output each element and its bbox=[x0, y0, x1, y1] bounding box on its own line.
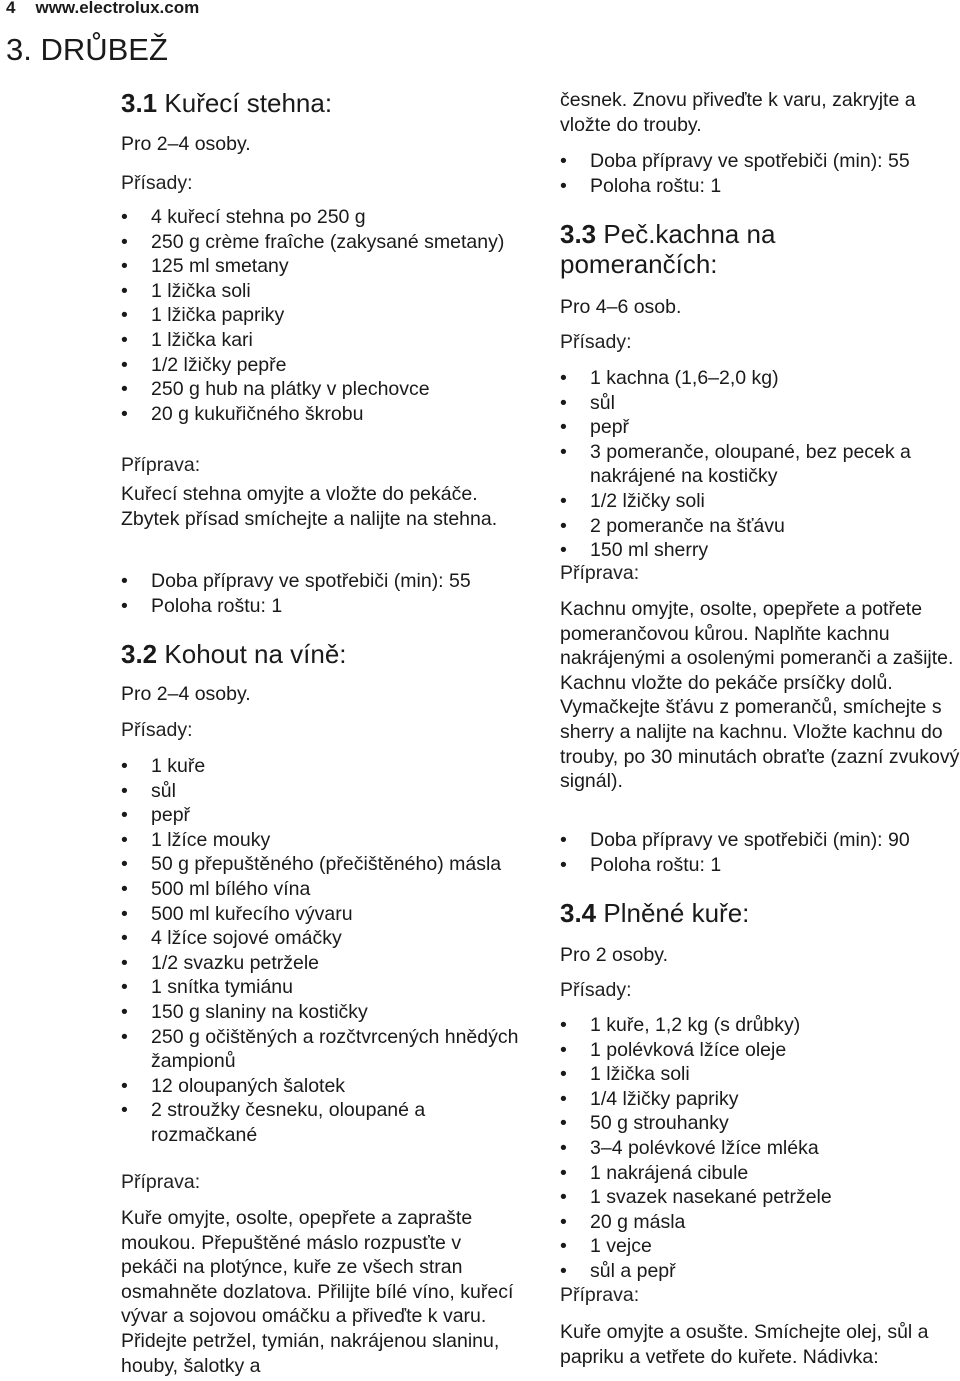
list-item: • 1 kachna (1,6–2,0 kg) bbox=[560, 366, 960, 391]
section-3-3-prep-label: Příprava: bbox=[560, 562, 640, 584]
section-3-1-title: 3.1 Kuřecí stehna: bbox=[121, 88, 333, 118]
list-item: • 20 g kukuřičného škrobu bbox=[121, 402, 521, 427]
list-item: • pepř bbox=[560, 415, 960, 440]
list-item: • 2 pomeranče na šťávu bbox=[560, 514, 960, 539]
list-item: • Poloha roštu: 1 bbox=[560, 174, 960, 199]
list-item: • Poloha roštu: 1 bbox=[121, 594, 521, 619]
section-3-2-prep-continued: česnek. Znovu přiveďte k varu, zakryjte a vložte do trouby. bbox=[560, 89, 916, 136]
list-item: • 1 lžička kari bbox=[121, 328, 521, 353]
section-3-4-ingredients-label: Přísady: bbox=[560, 979, 632, 1001]
list-item: • 50 g přepuštěného (přečištěného) másla bbox=[121, 852, 521, 877]
section-3-4-ingredients bbox=[560, 1013, 960, 1284]
list-item: • 500 ml kuřecího vývaru bbox=[121, 902, 521, 927]
list-item: • 1 lžíce mouky bbox=[121, 828, 521, 853]
list-item: • 1 lžička soli bbox=[121, 279, 521, 304]
list-item: • 125 ml smetany bbox=[121, 254, 521, 279]
list-item: • 1/2 lžičky pepře bbox=[121, 353, 521, 378]
list-item: • 1 kuře bbox=[121, 754, 521, 779]
section-3-2-ingredients-label: Přísady: bbox=[121, 719, 193, 741]
section-3-2-settings bbox=[560, 149, 960, 198]
section-3-3-prep-text: Kachnu omyjte, osolte, opepřete a potřete pomerančovou kůrou. Naplňte kachnu nakrájenými a osolenými pomeranči a zašijte. Kachnu vložte do pekáče prsíčky dolů. Vymačkejte šťávu z pomerančů, smíchejte s sherry a nalijte na kachnu. Vložte kachnu do trouby, po 30 minutách obraťte (zazní zvukový signál). bbox=[560, 598, 960, 793]
list-item: • 1 svazek nasekané petržele bbox=[560, 1185, 960, 1210]
list-item: • 2 stroužky česneku, oloupané a rozmačkané bbox=[121, 1098, 521, 1147]
section-3-3-ingredients-label: Přísady: bbox=[560, 331, 632, 353]
chapter-title: 3. DRŮBEŽ bbox=[6, 32, 168, 67]
list-item: • 4 lžíce sojové omáčky bbox=[121, 926, 521, 951]
page-number: 4 bbox=[6, 0, 16, 17]
list-item: • 20 g másla bbox=[560, 1210, 960, 1235]
list-item: • 1 snítka tymiánu bbox=[121, 975, 521, 1000]
section-3-1-ingredients-label: Přísady: bbox=[121, 172, 193, 194]
section-3-2-prep-text: Kuře omyjte, osolte, opepřete a zaprašte moukou. Přepuštěné máslo rozpusťte v pekáči na plotýnce, kuře ze všech stran osmahněte dozlatova. Přilijte bílé víno, kuřecí vývar a sojovou omáčku a přiveďte k varu. Přidejte petržel, tymián, nakrájenou slaninu, houby, šalotky a bbox=[121, 1207, 514, 1377]
list-item: • 3–4 polévkové lžíce mléka bbox=[560, 1136, 960, 1161]
section-3-1-prep-text: Kuřecí stehna omyjte a vložte do pekáče. Zbytek přísad smíchejte a nalijte na stehna. bbox=[121, 483, 498, 530]
list-item: • 1 vejce bbox=[560, 1234, 960, 1259]
section-3-2-ingredients bbox=[121, 754, 521, 1148]
section-3-1-ingredients bbox=[121, 205, 521, 426]
section-3-3-title: 3.3 Peč.kachna na pomerančích: bbox=[560, 219, 776, 279]
list-item: • 1/2 svazku petržele bbox=[121, 951, 521, 976]
list-item: • Doba přípravy ve spotřebiči (min): 90 bbox=[560, 828, 960, 853]
page-header bbox=[6, 0, 199, 21]
section-3-3-servings: Pro 4–6 osob. bbox=[560, 296, 682, 318]
list-item: • 250 g hub na plátky v plechovce bbox=[121, 377, 521, 402]
list-item: • 150 ml sherry bbox=[560, 538, 960, 563]
list-item: • Doba přípravy ve spotřebiči (min): 55 bbox=[121, 569, 521, 594]
list-item: • 1 kuře, 1,2 kg (s drůbky) bbox=[560, 1013, 960, 1038]
list-item: • 1 nakrájená cibule bbox=[560, 1161, 960, 1186]
section-3-4-prep-text: Kuře omyjte a osušte. Smíchejte olej, sůl a papriku a vetřete do kuřete. Nádivka: bbox=[560, 1321, 929, 1368]
list-item: • 3 pomeranče, oloupané, bez pecek a nakrájené na kostičky bbox=[560, 440, 960, 489]
section-3-2-title: 3.2 Kohout na víně: bbox=[121, 639, 347, 669]
website-url[interactable]: www.electrolux.com bbox=[35, 0, 200, 17]
section-3-4-servings: Pro 2 osoby. bbox=[560, 944, 669, 966]
list-item: • sůl bbox=[121, 779, 521, 804]
list-item: • Doba přípravy ve spotřebiči (min): 55 bbox=[560, 149, 960, 174]
list-item: • 150 g slaniny na kostičky bbox=[121, 1000, 521, 1025]
list-item: • 4 kuřecí stehna po 250 g bbox=[121, 205, 521, 230]
list-item: • 1 polévková lžíce oleje bbox=[560, 1038, 960, 1063]
list-item: • sůl bbox=[560, 391, 960, 416]
section-3-1-servings: Pro 2–4 osoby. bbox=[121, 133, 251, 155]
list-item: • 1/4 lžičky papriky bbox=[560, 1087, 960, 1112]
section-3-3-ingredients bbox=[560, 366, 960, 563]
list-item: • sůl a pepř bbox=[560, 1259, 960, 1284]
list-item: • 1 lžička papriky bbox=[121, 303, 521, 328]
section-3-4-prep-label: Příprava: bbox=[560, 1284, 640, 1306]
section-3-1-prep-label: Příprava: bbox=[121, 454, 201, 476]
list-item: • 1/2 lžičky soli bbox=[560, 489, 960, 514]
section-3-2-prep-label: Příprava: bbox=[121, 1171, 201, 1193]
list-item: • pepř bbox=[121, 803, 521, 828]
list-item: • 1 lžička soli bbox=[560, 1062, 960, 1087]
section-3-2-servings: Pro 2–4 osoby. bbox=[121, 683, 251, 705]
list-item: • 500 ml bílého vína bbox=[121, 877, 521, 902]
section-3-1-settings bbox=[121, 569, 521, 618]
list-item: • 250 g očištěných a rozčtvrcených hnědých žampionů bbox=[121, 1025, 521, 1074]
list-item: • 50 g strouhanky bbox=[560, 1111, 960, 1136]
list-item: • 250 g crème fraîche (zakysané smetany) bbox=[121, 230, 521, 255]
list-item: • 12 oloupaných šalotek bbox=[121, 1074, 521, 1099]
list-item: • Poloha roštu: 1 bbox=[560, 853, 960, 878]
section-3-3-settings bbox=[560, 828, 960, 877]
section-3-4-title: 3.4 Plněné kuře: bbox=[560, 898, 750, 928]
